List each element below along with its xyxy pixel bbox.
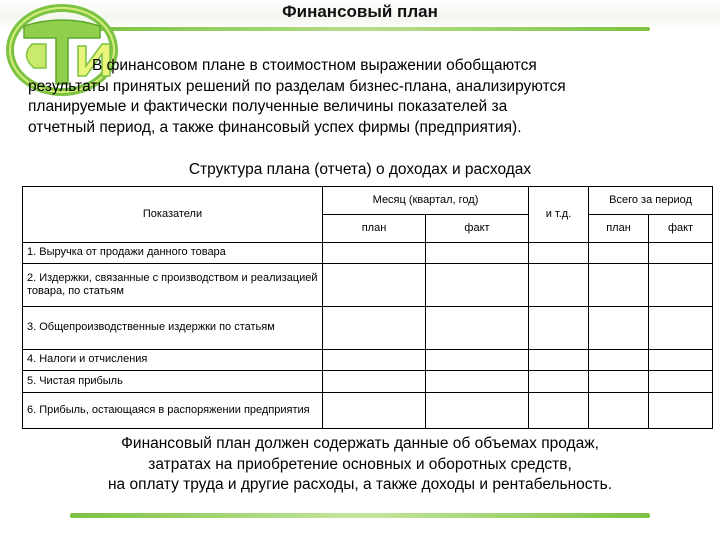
page-title: Финансовый план	[282, 2, 438, 21]
table-cell	[323, 264, 426, 307]
table-cell	[323, 349, 426, 370]
bottom-rule	[70, 513, 650, 518]
header-total-fact: факт	[649, 214, 713, 242]
table-row	[23, 306, 713, 349]
table-cell	[529, 371, 589, 392]
table-cell	[529, 264, 589, 307]
row-label: 5. Чистая прибыль	[23, 371, 323, 392]
table-cell	[426, 392, 529, 428]
table-cell	[649, 392, 713, 428]
row-label: 1. Выручка от продажи данного товара	[23, 242, 323, 263]
table-cell	[529, 242, 589, 263]
row-label: 3. Общепроизводственные издержки по статьям	[23, 306, 323, 349]
table-cell	[426, 306, 529, 349]
table-cell	[589, 242, 649, 263]
header-total: Всего за период	[589, 187, 713, 215]
table-cell	[649, 371, 713, 392]
intro-line-4: отчетный период, а также финансовый успех фирмы (предприятия).	[28, 118, 522, 136]
table-cell	[529, 349, 589, 370]
row-label: 6. Прибыль, остающаяся в распоряжении предприятия	[23, 392, 323, 428]
table-cell	[529, 392, 589, 428]
title-underline	[90, 27, 650, 31]
table-cell	[649, 242, 713, 263]
table-cell	[426, 371, 529, 392]
plan-table	[22, 186, 713, 429]
table-cell	[323, 392, 426, 428]
table-cell	[589, 392, 649, 428]
conclusion-line-3: на оплату труда и другие расходы, а также доходы и рентабельность.	[107, 476, 613, 493]
table-row	[23, 392, 713, 428]
header-indicators: Показатели	[23, 187, 323, 243]
table-cell	[589, 349, 649, 370]
table-cell	[589, 264, 649, 307]
table-cell	[323, 306, 426, 349]
table-row	[23, 264, 713, 307]
table-cell	[323, 371, 426, 392]
table-cell	[649, 349, 713, 370]
table-cell	[426, 242, 529, 263]
table-cell	[529, 306, 589, 349]
table-row	[23, 242, 713, 263]
table-cell	[589, 371, 649, 392]
header-plan: план	[323, 214, 426, 242]
header-month: Месяц (квартал, год)	[323, 187, 529, 215]
table-cell	[426, 349, 529, 370]
conclusion-line-2: затратах на приобретение основных и оборотных средств,	[148, 455, 572, 473]
conclusion-paragraph	[0, 434, 720, 496]
table-cell	[426, 264, 529, 307]
table-row	[23, 349, 713, 370]
table-cell	[649, 306, 713, 349]
header-fact: факт	[426, 214, 529, 242]
table-cell	[649, 264, 713, 307]
table-title: Структура плана (отчета) о доходах и расходах	[188, 161, 532, 178]
header-etc: и т.д.	[529, 187, 589, 243]
intro-line-1: В финансовом плане в стоимостном выражении обобщаются	[92, 57, 537, 74]
row-label: 4. Налоги и отчисления	[23, 349, 323, 370]
row-label: 2. Издержки, связанные с производством и реализацией товара, по статьям	[23, 264, 323, 307]
table-cell	[323, 242, 426, 263]
table-row	[23, 371, 713, 392]
table-cell	[589, 306, 649, 349]
conclusion-line-1: Финансовый план должен содержать данные об объемах продаж,	[121, 435, 599, 452]
intro-line-2: результаты принятых решений по разделам бизнес-плана, анализируются	[28, 77, 566, 95]
intro-paragraph	[28, 56, 718, 138]
intro-line-3: планируемые и фактически полученные величины показателей за	[28, 98, 508, 115]
header-total-plan: план	[589, 214, 649, 242]
